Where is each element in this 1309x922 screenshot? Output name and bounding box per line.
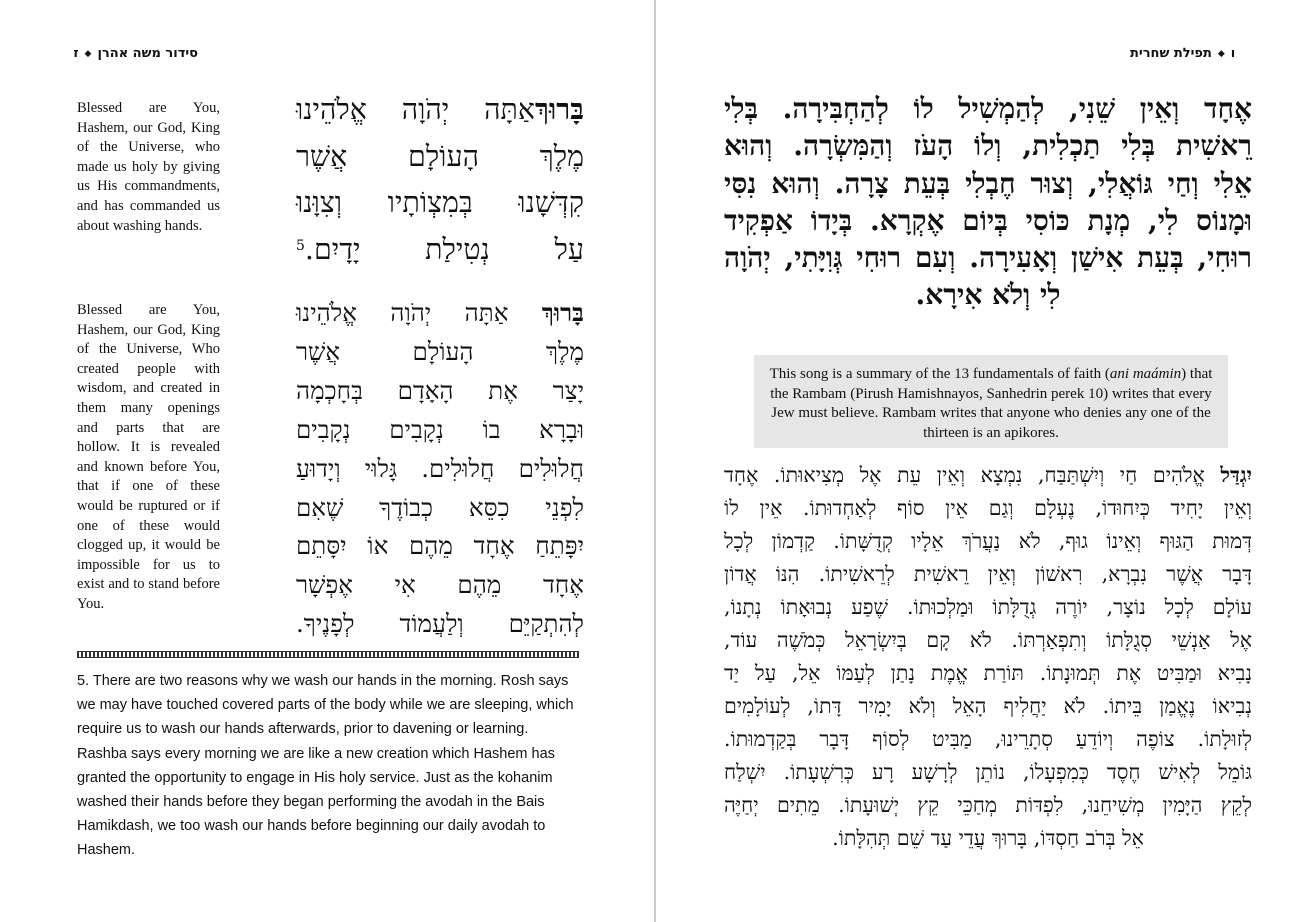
blessing-1-line: קִדְּשָׁנוּ בְּמִצְוֹתָיו וְצִוָּנוּ	[296, 186, 584, 219]
blessing-1-line: עַל נְטִילַת יָדָיִם.	[304, 232, 584, 266]
note-italic-term: ani maámin	[1109, 366, 1182, 382]
poem-line: רֵאשִׁית בְּלִי תַכְלִית, וְלוֹ הָעֹז וְהַמִּשְׂרָה. וְהוּא	[724, 129, 1252, 163]
blessing-2-line: יָצַר אֶת הָאָדָם בְּחָכְמָה	[296, 375, 584, 405]
yigdal-line: אֵל בְּרֹב חַסְדּוֹ, בָּרוּךְ עֲדֵי עַד שֵׁם תְּהִלָּתוֹ.	[832, 826, 1144, 850]
yigdal-lead-word: יִגְדַּל	[1220, 463, 1252, 487]
blessing-2-line: לִפְנֵי כִסֵּא כְבוֹדֶךָ שֶׁאִם	[296, 492, 584, 522]
yigdal-line: לְקֵץ הַיָּמִין מְשִׁיחֵנוּ, לִפְדּוֹת מְחַכֵּי קֵץ יְשׁוּעָתוֹ. מֵתִים יְחַיֶּה	[724, 793, 1252, 817]
ornamental-divider	[77, 651, 579, 658]
left-page-number: ז	[73, 46, 79, 61]
left-page	[0, 0, 654, 922]
yigdal-line: אֶל אַנְשֵׁי סְגֻלָּתוֹ וְתִפְאַרְתּוֹ. לֹא קָם בְּיִשְׂרָאֵל כְּמֹשֶׁה עוֹד,	[724, 628, 1252, 652]
blessing-2-line: מֶלֶךְ הָעוֹלָם אֲשֶׁר	[296, 336, 584, 366]
blessing-2-line: לְהִתְקַיֵּם וְלַעֲמוֹד לְפָנֶיךָ.	[296, 609, 584, 639]
yigdal-line: דָּבָר אֲשֶׁר נִבְרָא, רִאשׁוֹן וְאֵין רֵאשִׁית לְרֵאשִׁיתוֹ. הִנּוֹ אֲדוֹן	[724, 562, 1252, 586]
right-page-number: ו	[1230, 46, 1236, 61]
note-text: This song is a summary of the 13 fundamentals of faith (	[769, 366, 1110, 382]
yigdal-line: גּוֹמֵל לְאִישׁ חֶסֶד כְּמִפְעָלוֹ, נוֹתֵן לְרָשָׁע רָע כְּרִשְׁעָתוֹ. יִשְׁלַח	[724, 760, 1252, 784]
blessing-2-english: Blessed are You, Hashem, our God, King of the Universe, Who created people with wisdom, and created in them many openings and parts that are hollow. It is revealed and known before You, that if one of these would be ruptured or if one of these would clogged up, it would be impossible for us to exist and to stand before You.	[77, 302, 220, 612]
footnote-5: 5. There are two reasons why we wash our hands in the morning. Rosh says we may have touched covered parts of the body while we are sleeping, which require us to wash our hands afterwards, prior to davening or learning. Rashba says every morning we are like a new creation which Hashem has granted the opportunity to engage in His holy service. Just as the kohanim washed their hands before they began performing the avodah in the Bais Hamikdash, we too wash our hands before beginning our daily avodah to Hashem.	[77, 673, 574, 859]
yigdal-line: וְאֵין יָחִיד כְּיִחוּדוֹ, נֶעְלָם וְגַם אֵין סוֹף לְאַחְדוּתוֹ. אֵין לוֹ	[724, 496, 1252, 520]
diamond-icon: ◆	[1217, 49, 1225, 59]
blessing-2-hebrew	[296, 294, 584, 644]
yigdal-line: עוֹלָם לְכָל נוֹצָר, יוֹרֶה גְדֻלָּתוֹ וּמַלְכוּתוֹ. שֶׁפַע נְבוּאָתוֹ נְתָנוֹ,	[724, 595, 1252, 619]
left-page-header	[73, 46, 198, 61]
explanatory-note	[754, 355, 1228, 448]
right-header-title: תפילת שחרית	[1130, 46, 1212, 61]
blessing-2-line: וּבָרָא בוֹ נְקָבִים נְקָבִים	[296, 414, 584, 444]
blessing-1-english: Blessed are You, Hashem, our God, King of the Universe, who made us holy by giving us His commandments, and has commanded us about washing hands.	[77, 100, 220, 234]
poem-line: לִי וְלֹא אִירָא.	[915, 278, 1061, 312]
yigdal-hymn	[724, 459, 1252, 855]
yigdal-line: נְבִיאוֹ נֶאֱמַן בֵּיתוֹ. לֹא יַחֲלִיף הָאֵל וְלֹא יָמִיר דָּתוֹ, לְעוֹלָמִים	[724, 694, 1252, 718]
blessing-2-line: יִפָּתֵחַ אֶחָד מֵהֶם אוֹ יִסָּתֵם	[296, 531, 584, 561]
poem-line: אֵלִי וְחַי גּוֹאֲלִי, וְצוּר חֶבְלִי בְּעֵת צָרָה. וְהוּא נִסִּי	[724, 166, 1252, 200]
blessing-1-lead-word: בָּרוּךְ	[534, 92, 584, 126]
adon-olam-poem	[724, 90, 1252, 314]
blessing-1-line: אַתָּה יְהֹוָה אֱלֹהֵינוּ	[296, 93, 535, 126]
blessing-2-line: חֲלוּלִים חֲלוּלִים. גָּלוּי וְיָדוּעַ	[296, 453, 584, 483]
diamond-icon: ◆	[84, 49, 92, 59]
blessing-2-line: אֶחָד מֵהֶם אִי אֶפְשָׁר	[296, 570, 584, 600]
yigdal-line: אֱלֹהִים חַי וְיִשְׁתַּבַּח, נִמְצָא וְאֵין עֵת אֶל מְצִיאוּתוֹ. אֶחָד	[724, 463, 1205, 487]
yigdal-line: לְזוּלָתוֹ. צוֹפֶה וְיוֹדֵעַ סְתָרֵינוּ, מַבִּיט לְסוֹף דָּבָר בְּקַדְמוּתוֹ.	[724, 727, 1252, 751]
blessing-2-line: אַתָּה יְהֹוָה אֱלֹהֵינוּ	[296, 298, 509, 327]
left-header-title: סידור משה אהרן	[97, 46, 198, 61]
poem-line: אֶחָד וְאֵין שֵׁנִי, לְהַמְשִׁיל לוֹ לְהַחְבִּירָה. בְּלִי	[724, 92, 1252, 125]
poem-line: וּמָנוֹס לִי, מְנָת כּוֹסִי בְּיוֹם אֶקְרָא. בְּיָדוֹ אַפְקִיד	[724, 203, 1252, 237]
blessing-1-line: מֶלֶךְ הָעוֹלָם אֲשֶׁר	[296, 139, 584, 173]
blessing-2-lead-word: בָּרוּךְ	[541, 298, 584, 327]
yigdal-line: נָבִיא וּמַבִּיט אֶת תְּמוּנָתוֹ. תּוֹרַת אֱמֶת נָתַן לְעַמּוֹ אֵל, עַל יַד	[724, 661, 1252, 685]
right-page-header	[1130, 46, 1235, 61]
yigdal-line: דְּמוּת הַגּוּף וְאֵינוֹ גוּף, לֹא נַעֲרֹךְ אֵלָיו קְדֻשָּׁתוֹ. קַדְמוֹן לְכָל	[724, 529, 1252, 553]
footnote-reference[interactable]: 5	[296, 237, 305, 254]
blessing-1-hebrew	[296, 86, 584, 273]
right-page	[656, 0, 1309, 922]
note-text: ) that the Rambam (Pirush Hamishnayos, Sanhedrin perek 10) writes that every Jew must believe. Rambam writes that anyone who denies any one of the thirteen is an apikores.	[770, 366, 1213, 441]
poem-line: רוּחִי, בְּעֵת אִישַׁן וְאָעִירָה. וְעִם רוּחִי גְּוִיָּתִי, יְהֹוָה	[724, 241, 1252, 275]
